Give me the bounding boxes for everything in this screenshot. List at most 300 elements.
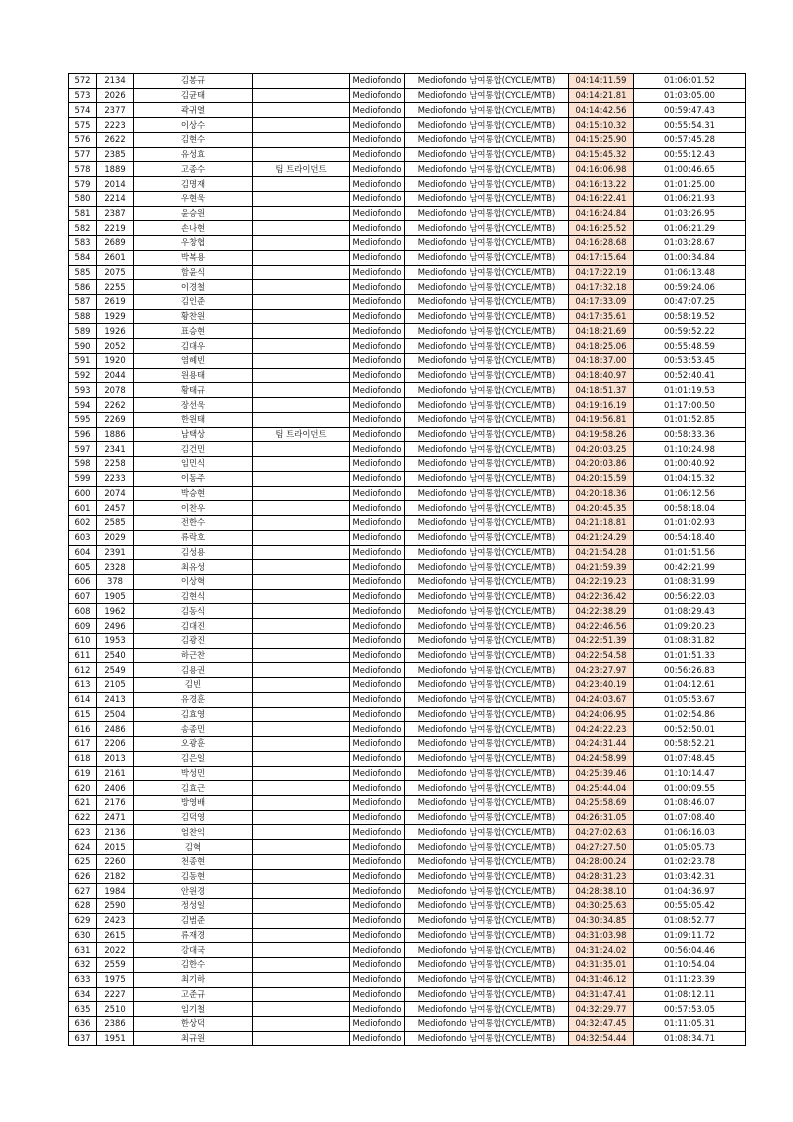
category-cell: Mediofondo 남여통합(CYCLE/MTB) (405, 457, 569, 472)
time-cell: 04:21:18.81 (569, 516, 634, 531)
rank-cell: 572 (69, 74, 97, 89)
time-cell: 04:21:54.28 (569, 545, 634, 560)
time-cell: 04:23:27.97 (569, 663, 634, 678)
course-cell: Mediofondo (350, 353, 405, 368)
results-table (68, 73, 746, 1046)
name-cell: 우현욱 (134, 191, 253, 206)
course-cell: Mediofondo (350, 589, 405, 604)
rank-cell: 601 (69, 501, 97, 516)
table-row (69, 987, 746, 1002)
bib-cell: 1920 (97, 353, 134, 368)
category-cell: Mediofondo 남여통합(CYCLE/MTB) (405, 810, 569, 825)
name-cell: 이경철 (134, 280, 253, 295)
course-cell: Mediofondo (350, 191, 405, 206)
team-cell (253, 913, 350, 928)
time-cell: 04:22:46.56 (569, 619, 634, 634)
category-cell: Mediofondo 남여통합(CYCLE/MTB) (405, 442, 569, 457)
name-cell: 이찬우 (134, 501, 253, 516)
table-row (69, 840, 746, 855)
table-row (69, 147, 746, 162)
table-row (69, 191, 746, 206)
table-row (69, 663, 746, 678)
team-cell (253, 442, 350, 457)
category-cell: Mediofondo 남여통합(CYCLE/MTB) (405, 781, 569, 796)
table-row (69, 589, 746, 604)
team-cell (253, 678, 350, 693)
rank-cell: 619 (69, 766, 97, 781)
name-cell: 김빈 (134, 678, 253, 693)
category-cell: Mediofondo 남여통합(CYCLE/MTB) (405, 339, 569, 354)
course-cell: Mediofondo (350, 825, 405, 840)
time-cell: 04:25:39.46 (569, 766, 634, 781)
category-cell: Mediofondo 남여통합(CYCLE/MTB) (405, 132, 569, 147)
rank-cell: 598 (69, 457, 97, 472)
rank-cell: 628 (69, 899, 97, 914)
table-row (69, 412, 746, 427)
name-cell: 표승현 (134, 324, 253, 339)
team-cell (253, 633, 350, 648)
bib-cell: 2227 (97, 987, 134, 1002)
team-cell (253, 825, 350, 840)
course-cell: Mediofondo (350, 103, 405, 118)
course-cell: Mediofondo (350, 132, 405, 147)
category-cell: Mediofondo 남여통합(CYCLE/MTB) (405, 177, 569, 192)
course-cell: Mediofondo (350, 737, 405, 752)
team-cell (253, 943, 350, 958)
rank-cell: 612 (69, 663, 97, 678)
bib-cell: 2689 (97, 236, 134, 251)
net-time-cell: 01:17:00.50 (634, 398, 746, 413)
bib-cell: 2075 (97, 265, 134, 280)
rank-cell: 602 (69, 516, 97, 531)
bib-cell: 2013 (97, 751, 134, 766)
team-cell (253, 810, 350, 825)
category-cell: Mediofondo 남여통합(CYCLE/MTB) (405, 884, 569, 899)
bib-cell: 1951 (97, 1031, 134, 1046)
category-cell: Mediofondo 남여통합(CYCLE/MTB) (405, 899, 569, 914)
category-cell: Mediofondo 남여통합(CYCLE/MTB) (405, 486, 569, 501)
name-cell: 황찬원 (134, 309, 253, 324)
bib-cell: 1905 (97, 589, 134, 604)
table-row (69, 1031, 746, 1046)
category-cell: Mediofondo 남여통합(CYCLE/MTB) (405, 1002, 569, 1017)
time-cell: 04:32:47.45 (569, 1017, 634, 1032)
bib-cell: 2029 (97, 530, 134, 545)
table-row (69, 692, 746, 707)
rank-cell: 604 (69, 545, 97, 560)
table-row (69, 177, 746, 192)
course-cell: Mediofondo (350, 545, 405, 560)
net-time-cell: 01:03:05.00 (634, 88, 746, 103)
team-cell (253, 221, 350, 236)
rank-cell: 596 (69, 427, 97, 442)
net-time-cell: 01:03:42.31 (634, 869, 746, 884)
rank-cell: 589 (69, 324, 97, 339)
time-cell: 04:16:13.22 (569, 177, 634, 192)
net-time-cell: 01:06:01.52 (634, 74, 746, 89)
rank-cell: 607 (69, 589, 97, 604)
net-time-cell: 00:57:45.28 (634, 132, 746, 147)
category-cell: Mediofondo 남여통합(CYCLE/MTB) (405, 619, 569, 634)
time-cell: 04:20:03.86 (569, 457, 634, 472)
category-cell: Mediofondo 남여통합(CYCLE/MTB) (405, 324, 569, 339)
bib-cell: 2258 (97, 457, 134, 472)
time-cell: 04:19:58.26 (569, 427, 634, 442)
name-cell: 한원태 (134, 412, 253, 427)
name-cell: 김동현 (134, 869, 253, 884)
category-cell: Mediofondo 남여통합(CYCLE/MTB) (405, 162, 569, 177)
bib-cell: 2387 (97, 206, 134, 221)
net-time-cell: 00:55:48.59 (634, 339, 746, 354)
name-cell: 남택상 (134, 427, 253, 442)
net-time-cell: 00:55:54.31 (634, 118, 746, 133)
net-time-cell: 01:05:05.73 (634, 840, 746, 855)
name-cell: 최기하 (134, 972, 253, 987)
name-cell: 김광진 (134, 633, 253, 648)
time-cell: 04:21:59.39 (569, 560, 634, 575)
category-cell: Mediofondo 남여통합(CYCLE/MTB) (405, 913, 569, 928)
table-row (69, 707, 746, 722)
course-cell: Mediofondo (350, 147, 405, 162)
bib-cell: 2255 (97, 280, 134, 295)
team-cell (253, 663, 350, 678)
team-cell (253, 530, 350, 545)
course-cell: Mediofondo (350, 501, 405, 516)
course-cell: Mediofondo (350, 648, 405, 663)
net-time-cell: 01:11:23.39 (634, 972, 746, 987)
category-cell: Mediofondo 남여통합(CYCLE/MTB) (405, 250, 569, 265)
table-row (69, 516, 746, 531)
time-cell: 04:14:21.81 (569, 88, 634, 103)
team-cell (253, 589, 350, 604)
course-cell: Mediofondo (350, 339, 405, 354)
rank-cell: 632 (69, 958, 97, 973)
category-cell: Mediofondo 남여통합(CYCLE/MTB) (405, 928, 569, 943)
table-row (69, 132, 746, 147)
name-cell: 김혁 (134, 840, 253, 855)
net-time-cell: 01:01:51.33 (634, 648, 746, 663)
category-cell: Mediofondo 남여통합(CYCLE/MTB) (405, 221, 569, 236)
bib-cell: 2161 (97, 766, 134, 781)
course-cell: Mediofondo (350, 324, 405, 339)
rank-cell: 636 (69, 1017, 97, 1032)
course-cell: Mediofondo (350, 177, 405, 192)
time-cell: 04:27:27.50 (569, 840, 634, 855)
table-row (69, 339, 746, 354)
team-cell (253, 412, 350, 427)
time-cell: 04:18:21.69 (569, 324, 634, 339)
bib-cell: 2328 (97, 560, 134, 575)
team-cell (253, 545, 350, 560)
bib-cell: 2406 (97, 781, 134, 796)
team-cell (253, 353, 350, 368)
net-time-cell: 01:06:13.48 (634, 265, 746, 280)
net-time-cell: 00:55:12.43 (634, 147, 746, 162)
net-time-cell: 01:08:12.11 (634, 987, 746, 1002)
name-cell: 강대국 (134, 943, 253, 958)
rank-cell: 634 (69, 987, 97, 1002)
course-cell: Mediofondo (350, 427, 405, 442)
team-cell (253, 560, 350, 575)
net-time-cell: 00:42:21.99 (634, 560, 746, 575)
name-cell: 고준규 (134, 987, 253, 1002)
time-cell: 04:21:24.29 (569, 530, 634, 545)
table-row (69, 869, 746, 884)
name-cell: 고종수 (134, 162, 253, 177)
bib-cell: 2510 (97, 1002, 134, 1017)
bib-cell: 2504 (97, 707, 134, 722)
rank-cell: 594 (69, 398, 97, 413)
bib-cell: 2601 (97, 250, 134, 265)
net-time-cell: 01:01:19.53 (634, 383, 746, 398)
category-cell: Mediofondo 남여통합(CYCLE/MTB) (405, 574, 569, 589)
table-row (69, 88, 746, 103)
team-cell (253, 707, 350, 722)
net-time-cell: 00:59:47.43 (634, 103, 746, 118)
time-cell: 04:17:22.19 (569, 265, 634, 280)
net-time-cell: 00:53:53.45 (634, 353, 746, 368)
table-row (69, 913, 746, 928)
net-time-cell: 01:01:52.85 (634, 412, 746, 427)
net-time-cell: 01:07:08.40 (634, 810, 746, 825)
team-cell (253, 854, 350, 869)
course-cell: Mediofondo (350, 368, 405, 383)
rank-cell: 588 (69, 309, 97, 324)
name-cell: 김성용 (134, 545, 253, 560)
table-row (69, 221, 746, 236)
course-cell: Mediofondo (350, 899, 405, 914)
category-cell: Mediofondo 남여통합(CYCLE/MTB) (405, 972, 569, 987)
net-time-cell: 00:59:24.06 (634, 280, 746, 295)
net-time-cell: 01:08:31.99 (634, 574, 746, 589)
name-cell: 김명재 (134, 177, 253, 192)
team-cell (253, 1017, 350, 1032)
bib-cell: 2590 (97, 899, 134, 914)
name-cell: 김은일 (134, 751, 253, 766)
time-cell: 04:22:54.58 (569, 648, 634, 663)
course-cell: Mediofondo (350, 692, 405, 707)
bib-cell: 2223 (97, 118, 134, 133)
category-cell: Mediofondo 남여통합(CYCLE/MTB) (405, 633, 569, 648)
table-row (69, 899, 746, 914)
category-cell: Mediofondo 남여통합(CYCLE/MTB) (405, 1031, 569, 1046)
name-cell: 김봉규 (134, 74, 253, 89)
table-row (69, 648, 746, 663)
course-cell: Mediofondo (350, 958, 405, 973)
table-row (69, 633, 746, 648)
name-cell: 김동식 (134, 604, 253, 619)
rank-cell: 635 (69, 1002, 97, 1017)
course-cell: Mediofondo (350, 972, 405, 987)
category-cell: Mediofondo 남여통합(CYCLE/MTB) (405, 309, 569, 324)
table-row (69, 353, 746, 368)
name-cell: 최유성 (134, 560, 253, 575)
net-time-cell: 01:05:53.67 (634, 692, 746, 707)
time-cell: 04:28:31.23 (569, 869, 634, 884)
course-cell: Mediofondo (350, 574, 405, 589)
name-cell: 김한수 (134, 958, 253, 973)
rank-cell: 576 (69, 132, 97, 147)
bib-cell: 2233 (97, 471, 134, 486)
name-cell: 박승현 (134, 486, 253, 501)
table-row (69, 206, 746, 221)
time-cell: 04:17:32.18 (569, 280, 634, 295)
team-cell (253, 250, 350, 265)
course-cell: Mediofondo (350, 722, 405, 737)
team-cell (253, 604, 350, 619)
time-cell: 04:22:36.42 (569, 589, 634, 604)
team-cell (253, 118, 350, 133)
category-cell: Mediofondo 남여통합(CYCLE/MTB) (405, 604, 569, 619)
rank-cell: 626 (69, 869, 97, 884)
net-time-cell: 00:56:26.83 (634, 663, 746, 678)
team-cell (253, 339, 350, 354)
table-row (69, 501, 746, 516)
team-cell (253, 781, 350, 796)
net-time-cell: 01:06:16.03 (634, 825, 746, 840)
category-cell: Mediofondo 남여통합(CYCLE/MTB) (405, 412, 569, 427)
name-cell: 함윤식 (134, 265, 253, 280)
category-cell: Mediofondo 남여통합(CYCLE/MTB) (405, 943, 569, 958)
table-row (69, 368, 746, 383)
rank-cell: 592 (69, 368, 97, 383)
bib-cell: 2206 (97, 737, 134, 752)
table-row (69, 324, 746, 339)
rank-cell: 609 (69, 619, 97, 634)
name-cell: 김건민 (134, 442, 253, 457)
category-cell: Mediofondo 남여통합(CYCLE/MTB) (405, 398, 569, 413)
bib-cell: 2260 (97, 854, 134, 869)
rank-cell: 637 (69, 1031, 97, 1046)
category-cell: Mediofondo 남여통합(CYCLE/MTB) (405, 147, 569, 162)
category-cell: Mediofondo 남여통합(CYCLE/MTB) (405, 825, 569, 840)
name-cell: 하근찬 (134, 648, 253, 663)
team-cell (253, 88, 350, 103)
course-cell: Mediofondo (350, 442, 405, 457)
category-cell: Mediofondo 남여통합(CYCLE/MTB) (405, 88, 569, 103)
net-time-cell: 00:55:05.42 (634, 899, 746, 914)
bib-cell: 2182 (97, 869, 134, 884)
bib-cell: 2269 (97, 412, 134, 427)
time-cell: 04:31:46.12 (569, 972, 634, 987)
bib-cell: 2471 (97, 810, 134, 825)
rank-cell: 608 (69, 604, 97, 619)
time-cell: 04:14:11.59 (569, 74, 634, 89)
name-cell: 박성민 (134, 766, 253, 781)
team-cell (253, 324, 350, 339)
name-cell: 염혜빈 (134, 353, 253, 368)
name-cell: 유경훈 (134, 692, 253, 707)
category-cell: Mediofondo 남여통합(CYCLE/MTB) (405, 545, 569, 560)
time-cell: 04:20:18.36 (569, 486, 634, 501)
course-cell: Mediofondo (350, 1017, 405, 1032)
bib-cell: 378 (97, 574, 134, 589)
bib-cell: 2022 (97, 943, 134, 958)
team-cell (253, 383, 350, 398)
time-cell: 04:15:25.90 (569, 132, 634, 147)
bib-cell: 1889 (97, 162, 134, 177)
name-cell: 김대우 (134, 339, 253, 354)
course-cell: Mediofondo (350, 884, 405, 899)
bib-cell: 2052 (97, 339, 134, 354)
table-row (69, 280, 746, 295)
time-cell: 04:20:03.25 (569, 442, 634, 457)
table-row (69, 825, 746, 840)
rank-cell: 633 (69, 972, 97, 987)
time-cell: 04:25:44.04 (569, 781, 634, 796)
table-row (69, 751, 746, 766)
team-cell (253, 899, 350, 914)
table-row (69, 854, 746, 869)
bib-cell: 1975 (97, 972, 134, 987)
rank-cell: 595 (69, 412, 97, 427)
course-cell: Mediofondo (350, 1031, 405, 1046)
table-row (69, 398, 746, 413)
course-cell: Mediofondo (350, 398, 405, 413)
category-cell: Mediofondo 남여통합(CYCLE/MTB) (405, 795, 569, 810)
name-cell: 곽귀열 (134, 103, 253, 118)
name-cell: 윤승원 (134, 206, 253, 221)
category-cell: Mediofondo 남여통합(CYCLE/MTB) (405, 74, 569, 89)
team-cell (253, 236, 350, 251)
category-cell: Mediofondo 남여통합(CYCLE/MTB) (405, 353, 569, 368)
category-cell: Mediofondo 남여통합(CYCLE/MTB) (405, 280, 569, 295)
net-time-cell: 01:02:54.86 (634, 707, 746, 722)
course-cell: Mediofondo (350, 457, 405, 472)
rank-cell: 622 (69, 810, 97, 825)
rank-cell: 616 (69, 722, 97, 737)
time-cell: 04:25:58.69 (569, 795, 634, 810)
team-cell (253, 191, 350, 206)
team-cell (253, 309, 350, 324)
course-cell: Mediofondo (350, 309, 405, 324)
team-cell (253, 501, 350, 516)
rank-cell: 629 (69, 913, 97, 928)
name-cell: 전한수 (134, 516, 253, 531)
time-cell: 04:24:03.67 (569, 692, 634, 707)
rank-cell: 611 (69, 648, 97, 663)
bib-cell: 2014 (97, 177, 134, 192)
category-cell: Mediofondo 남여통합(CYCLE/MTB) (405, 663, 569, 678)
time-cell: 04:15:45.32 (569, 147, 634, 162)
rank-cell: 591 (69, 353, 97, 368)
table-row (69, 766, 746, 781)
course-cell: Mediofondo (350, 619, 405, 634)
time-cell: 04:28:00.24 (569, 854, 634, 869)
bib-cell: 2457 (97, 501, 134, 516)
bib-cell: 2413 (97, 692, 134, 707)
course-cell: Mediofondo (350, 707, 405, 722)
category-cell: Mediofondo 남여통합(CYCLE/MTB) (405, 648, 569, 663)
category-cell: Mediofondo 남여통합(CYCLE/MTB) (405, 383, 569, 398)
rank-cell: 623 (69, 825, 97, 840)
time-cell: 04:20:15.59 (569, 471, 634, 486)
table-row (69, 250, 746, 265)
bib-cell: 2391 (97, 545, 134, 560)
category-cell: Mediofondo 남여통합(CYCLE/MTB) (405, 560, 569, 575)
rank-cell: 606 (69, 574, 97, 589)
rank-cell: 573 (69, 88, 97, 103)
table-row (69, 958, 746, 973)
name-cell: 우창협 (134, 236, 253, 251)
category-cell: Mediofondo 남여통합(CYCLE/MTB) (405, 530, 569, 545)
net-time-cell: 01:00:09.55 (634, 781, 746, 796)
team-cell (253, 103, 350, 118)
course-cell: Mediofondo (350, 383, 405, 398)
time-cell: 04:28:38.10 (569, 884, 634, 899)
time-cell: 04:24:06.95 (569, 707, 634, 722)
team-cell (253, 692, 350, 707)
